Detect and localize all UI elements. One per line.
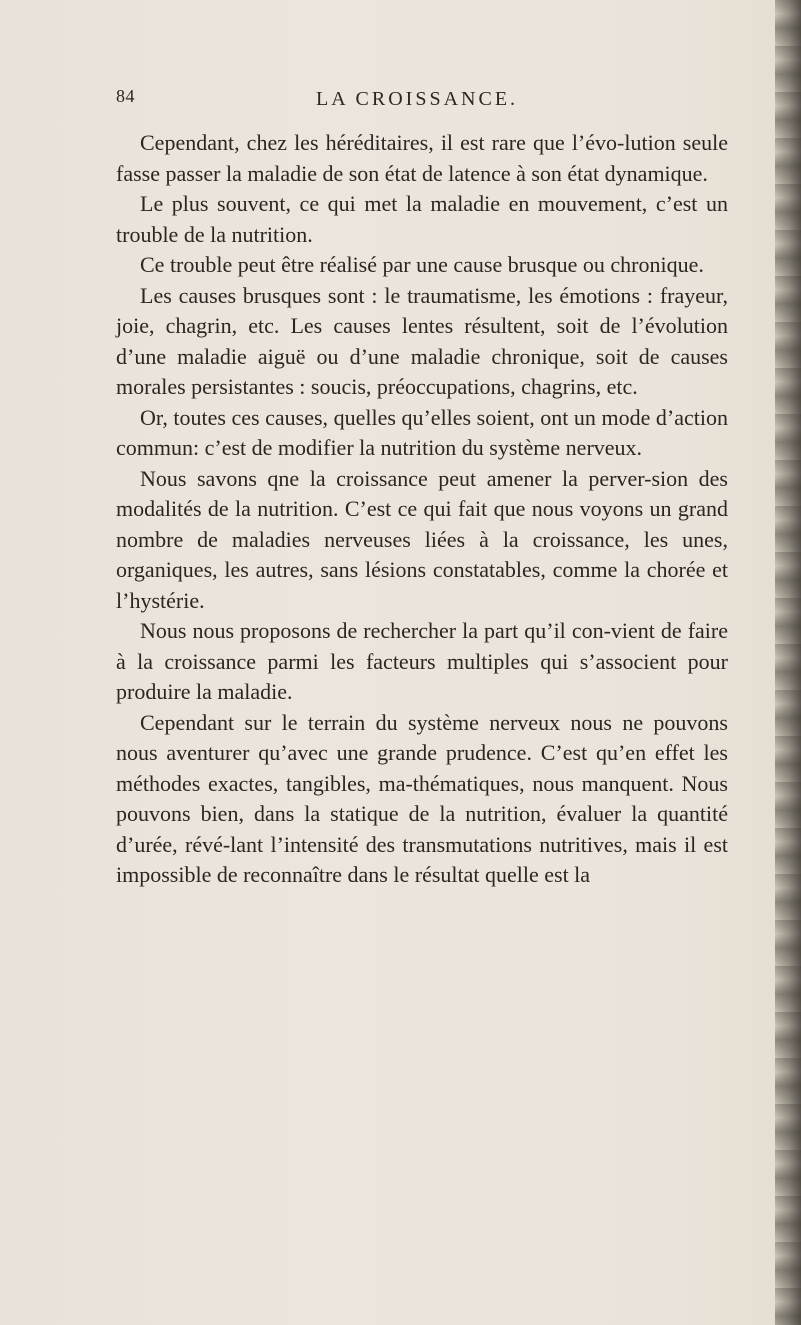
paragraph: Cependant sur le terrain du système nerveux nous ne pouvons nous aventurer qu’avec une grande prudence. C’est qu’en effet les méthodes exactes, tangibles, ma-thématiques, nous manquent. Nous pouvons bien, dans la statique de la nutrition, évaluer la quantité d’urée, révé-lant l’intensité des transmutations nutritives, mais il est impossible de reconnaître dans le résultat quelle est la: [116, 709, 728, 887]
paragraph: Nous nous proposons de rechercher la part qu’il con-vient de faire à la croissance parmi les facteurs multiples qui s’associent pour produire la maladie.: [116, 618, 728, 704]
body-text: [116, 128, 728, 891]
paragraph: Le plus souvent, ce qui met la maladie en mouvement, c’est un trouble de la nutrition.: [116, 191, 728, 247]
paragraph: Or, toutes ces causes, quelles qu’elles soient, ont un mode d’action commun: c’est de modifier la nutrition du système nerveux.: [116, 404, 728, 460]
paragraph: Ce trouble peut être réalisé par une cause brusque ou chronique.: [140, 252, 704, 277]
paragraph: Cependant, chez les héréditaires, il est rare que l’évo-lution seule fasse passer la maladie de son état de latence à son état dynamique.: [116, 130, 728, 186]
running-title: LA CROISSANCE.: [316, 88, 519, 110]
page-edge-shadow: [775, 0, 801, 1325]
page-header: [116, 86, 716, 112]
paragraph: Les causes brusques sont : le traumatisme, les émotions : frayeur, joie, chagrin, etc. Les causes lentes résultent, soit de l’évolution d’une maladie aiguë ou d’une maladie chronique, soit de causes morales persistantes : soucis, préoccupations, chagrins, etc.: [116, 282, 728, 399]
paragraph: Nous savons qne la croissance peut amener la perver-sion des modalités de la nutrition. C’est ce qui fait que nous voyons un grand nombre de maladies nerveuses liées à la croissance, les unes, organiques, les autres, sans lésions constatables, comme la chorée et l’hystérie.: [116, 465, 728, 613]
page-number: 84: [116, 86, 135, 106]
